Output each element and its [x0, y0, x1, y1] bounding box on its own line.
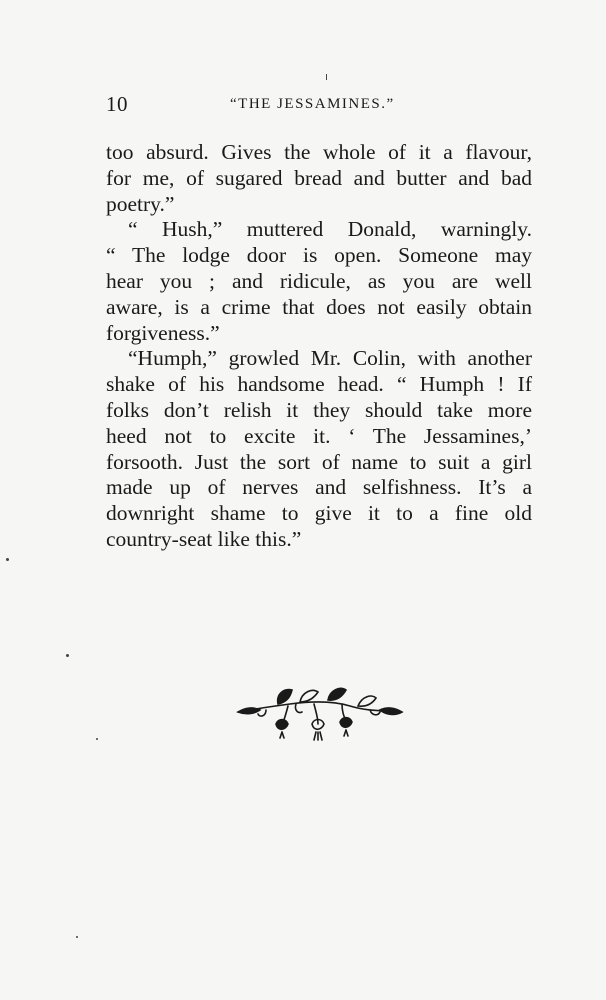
text-line: “ The lodge door is open. Someone may: [106, 243, 532, 268]
body-text: [106, 140, 532, 553]
text-line: downright shame to give it to a fine old: [106, 501, 532, 526]
text-line: “ Hush,” muttered Donald, warningly.: [128, 217, 532, 242]
text-line: aware, is a crime that does not easily obtain: [106, 294, 532, 319]
text-line: country-seat like this.”: [106, 526, 302, 551]
page-number: 10: [106, 92, 128, 116]
text-line: for me, of sugared bread and butter and bad: [106, 165, 532, 190]
scan-speck: [326, 74, 327, 80]
text-line: too absurd. Gives the whole of it a flavour,: [106, 140, 532, 164]
scan-speck: [66, 654, 69, 657]
text-line: forsooth. Just the sort of name to suit a girl: [106, 449, 532, 474]
scan-speck: [96, 738, 98, 740]
text-line: shake of his handsome head. “ Humph ! If: [106, 372, 532, 397]
floral-vignette-icon: [230, 680, 410, 750]
scan-speck: [76, 936, 78, 938]
text-line: poetry.”: [106, 191, 175, 216]
text-line: folks don’t relish it they should take more: [106, 397, 532, 422]
text-line: “Humph,” growled Mr. Colin, with another: [128, 346, 532, 371]
running-title: “THE JESSAMINES.”: [230, 96, 395, 112]
text-line: forgiveness.”: [106, 320, 220, 345]
text-line: heed not to excite it. ‘ The Jessamines,’: [106, 423, 532, 448]
text-line: hear you ; and ridicule, as you are well: [106, 268, 532, 293]
text-line: made up of nerves and selfishness. It’s a: [106, 475, 532, 500]
page-header: [106, 92, 536, 122]
scan-speck: [6, 558, 9, 561]
